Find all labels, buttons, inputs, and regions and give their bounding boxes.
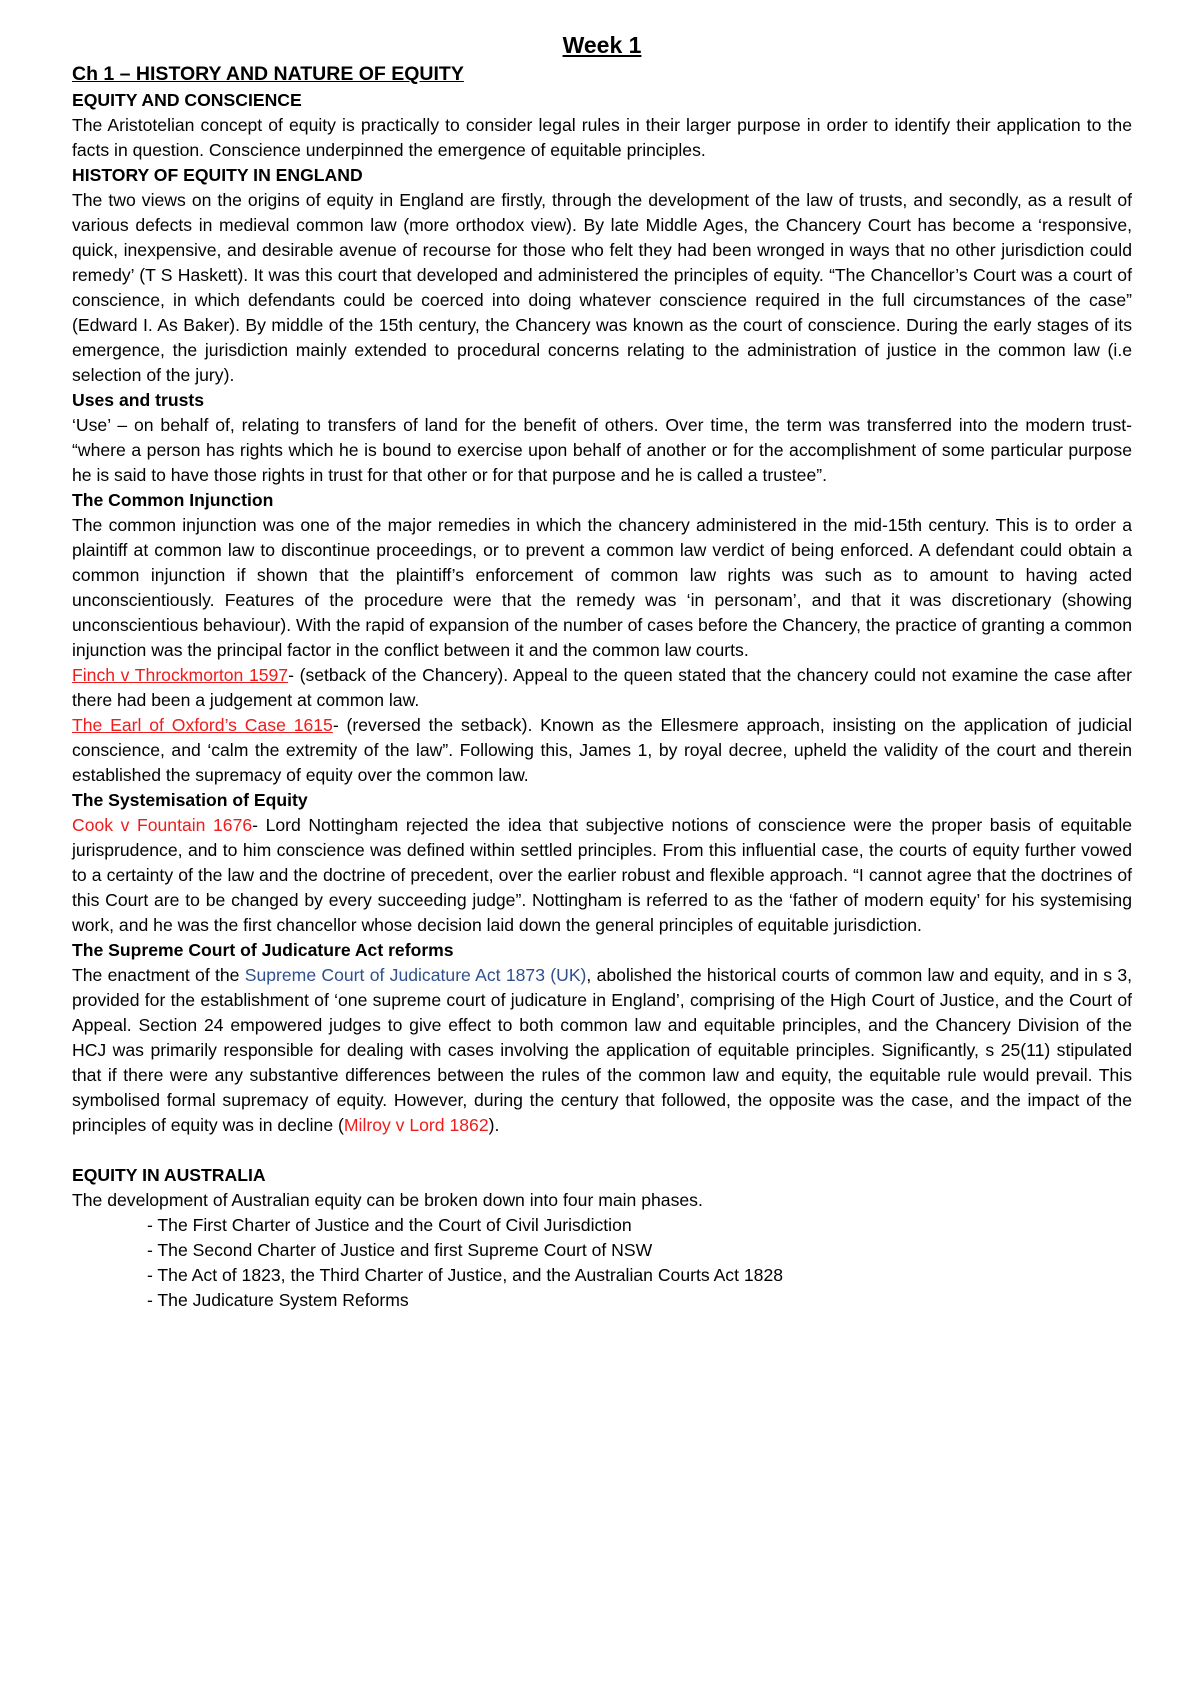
- act-name-judicature: Supreme Court of Judicature Act 1873 (UK): [244, 965, 587, 985]
- section-heading-equity-conscience: EQUITY AND CONSCIENCE: [72, 90, 302, 110]
- list-item: - The Judicature System Reforms: [147, 1290, 409, 1310]
- list-item: - The First Charter of Justice and the Court of Civil Jurisdiction: [147, 1215, 632, 1235]
- chapter-heading: Ch 1 – HISTORY AND NATURE OF EQUITY: [72, 63, 464, 85]
- paragraph-uses-trusts: ‘Use’ – on behalf of, relating to transfers of land for the benefit of others. Over time, the term was transferred into the modern trust- “where a person has rights which he is bound to exercise upon behalf of another or for the accomplishment of some particular purpose he is said to have those rights in trust for that other or for that purpose and he is called a trustee”.: [72, 415, 1132, 485]
- paragraph-equity-conscience: The Aristotelian concept of equity is practically to consider legal rules in their larger purpose in order to identify their application to the facts in question. Conscience underpinned the emergence of equitable principles.: [72, 115, 1132, 160]
- case-name-finch: Finch v Throckmorton 1597: [72, 665, 289, 685]
- paragraph-common-injunction: The common injunction was one of the major remedies in which the chancery administered in the mid-15th century. This is to order a plaintiff at common law to discontinue proceedings, or to prevent a common law verdict of being enforced. A defendant could obtain a common injunction if shown that the plaintiff’s enforcement of common law rights was such as to amount to having acted unconscientiously. Features of the procedure were that the remedy was ‘in personam’, and that it was discretionary (showing unconscientious behaviour). With the rapid of expansion of the number of cases before the Chancery, the practice of granting a common injunction was the principal factor in the conflict between it and the common law courts.: [72, 515, 1132, 660]
- case-text-cook: - Lord Nottingham rejected the idea that subjective notions of conscience were the proper basis of equitable jurisprudence, and to him conscience was defined within settled principles. From this influential case, the courts of equity further vowed to a certainty of the law and the doctrine of precedent, over the earlier robust and flexible approach. “I cannot agree that the doctrines of this Court are to be changed by every succeeding judge”. Nottingham is referred to as the ‘father of modern equity’ for his systemising work, and he was the first chancellor whose decision laid down the general principles of equitable jurisdiction.: [72, 815, 1133, 935]
- section-heading-uses-trusts: Uses and trusts: [72, 390, 204, 410]
- case-name-milroy: Milroy v Lord 1862: [343, 1115, 489, 1135]
- paragraph-finch-case: [72, 663, 1132, 713]
- judicature-text-c: ).: [488, 1115, 500, 1135]
- judicature-text-b: , abolished the historical courts of common law and equity, and in s 3, provided for the establishment of ‘one supreme court of judicature in England’, comprising of the High Court of Justice, and the Court of Appeal. Section 24 empowered judges to give effect to both common law and equitable principles, and the Chancery Division of the HCJ was primarily responsible for dealing with cases involving the application of equitable principles. Significantly, s 25(11) stipulated that if there were any substantive differences between the rules of the common law and equity, the equitable rule would prevail. This symbolised formal supremacy of equity. However, during the century that followed, the opposite was the case, and the impact of the principles of equity was in decline (: [72, 965, 1133, 1135]
- paragraph-history-england: The two views on the origins of equity in England are firstly, through the development of the law of trusts, and secondly, as a result of various defects in medieval common law (more orthodox view). By late Middle Ages, the Chancery Court has become a ‘responsive, quick, inexpensive, and desirable avenue of recourse for those who felt they had been wronged in ways that no other jurisdiction could remedy’ (T S Haskett). It was this court that developed and administered the principles of equity. “The Chancellor’s Court was a court of conscience, in which defendants could be coerced into doing whatever conscience required in the full circumstances of the case” (Edward I. As Baker). By middle of the 15th century, the Chancery was known as the court of conscience. During the early stages of its emergence, the jurisdiction mainly extended to procedural concerns relating to the administration of justice in the common law (i.e selection of the jury).: [72, 190, 1132, 385]
- paragraph-systemisation: [72, 813, 1132, 938]
- phases-list: [72, 1213, 1132, 1313]
- case-name-cook: Cook v Fountain 1676: [72, 815, 253, 835]
- section-heading-common-injunction: The Common Injunction: [72, 490, 274, 510]
- paragraph-equity-australia: The development of Australian equity can be broken down into four main phases.: [72, 1190, 703, 1210]
- list-item: - The Act of 1823, the Third Charter of Justice, and the Australian Courts Act 1828: [147, 1265, 784, 1285]
- judicature-text-a: The enactment of the: [72, 965, 245, 985]
- case-name-earl-oxford: The Earl of Oxford’s Case 1615: [72, 715, 333, 735]
- section-heading-judicature-act: The Supreme Court of Judicature Act reforms: [72, 940, 454, 960]
- spacer: [72, 1138, 1132, 1163]
- section-heading-history-england: HISTORY OF EQUITY IN ENGLAND: [72, 165, 363, 185]
- paragraph-judicature-act: [72, 963, 1132, 1138]
- paragraph-earl-oxford-case: [72, 713, 1132, 788]
- list-item: - The Second Charter of Justice and first Supreme Court of NSW: [147, 1240, 653, 1260]
- case-text-finch: - (setback of the Chancery). Appeal to the queen stated that the chancery could not examine the case after there had been a judgement at common law.: [72, 665, 1132, 710]
- case-text-earl-oxford: - (reversed the setback). Known as the Ellesmere approach, insisting on the application of judicial conscience, and ‘calm the extremity of the law”. Following this, James 1, by royal decree, upheld the validity of the court and therein established the supremacy of equity over the common law.: [72, 715, 1132, 785]
- section-heading-systemisation: The Systemisation of Equity: [72, 790, 308, 810]
- page-title: Week 1: [562, 32, 642, 58]
- section-heading-equity-australia: EQUITY IN AUSTRALIA: [72, 1165, 266, 1185]
